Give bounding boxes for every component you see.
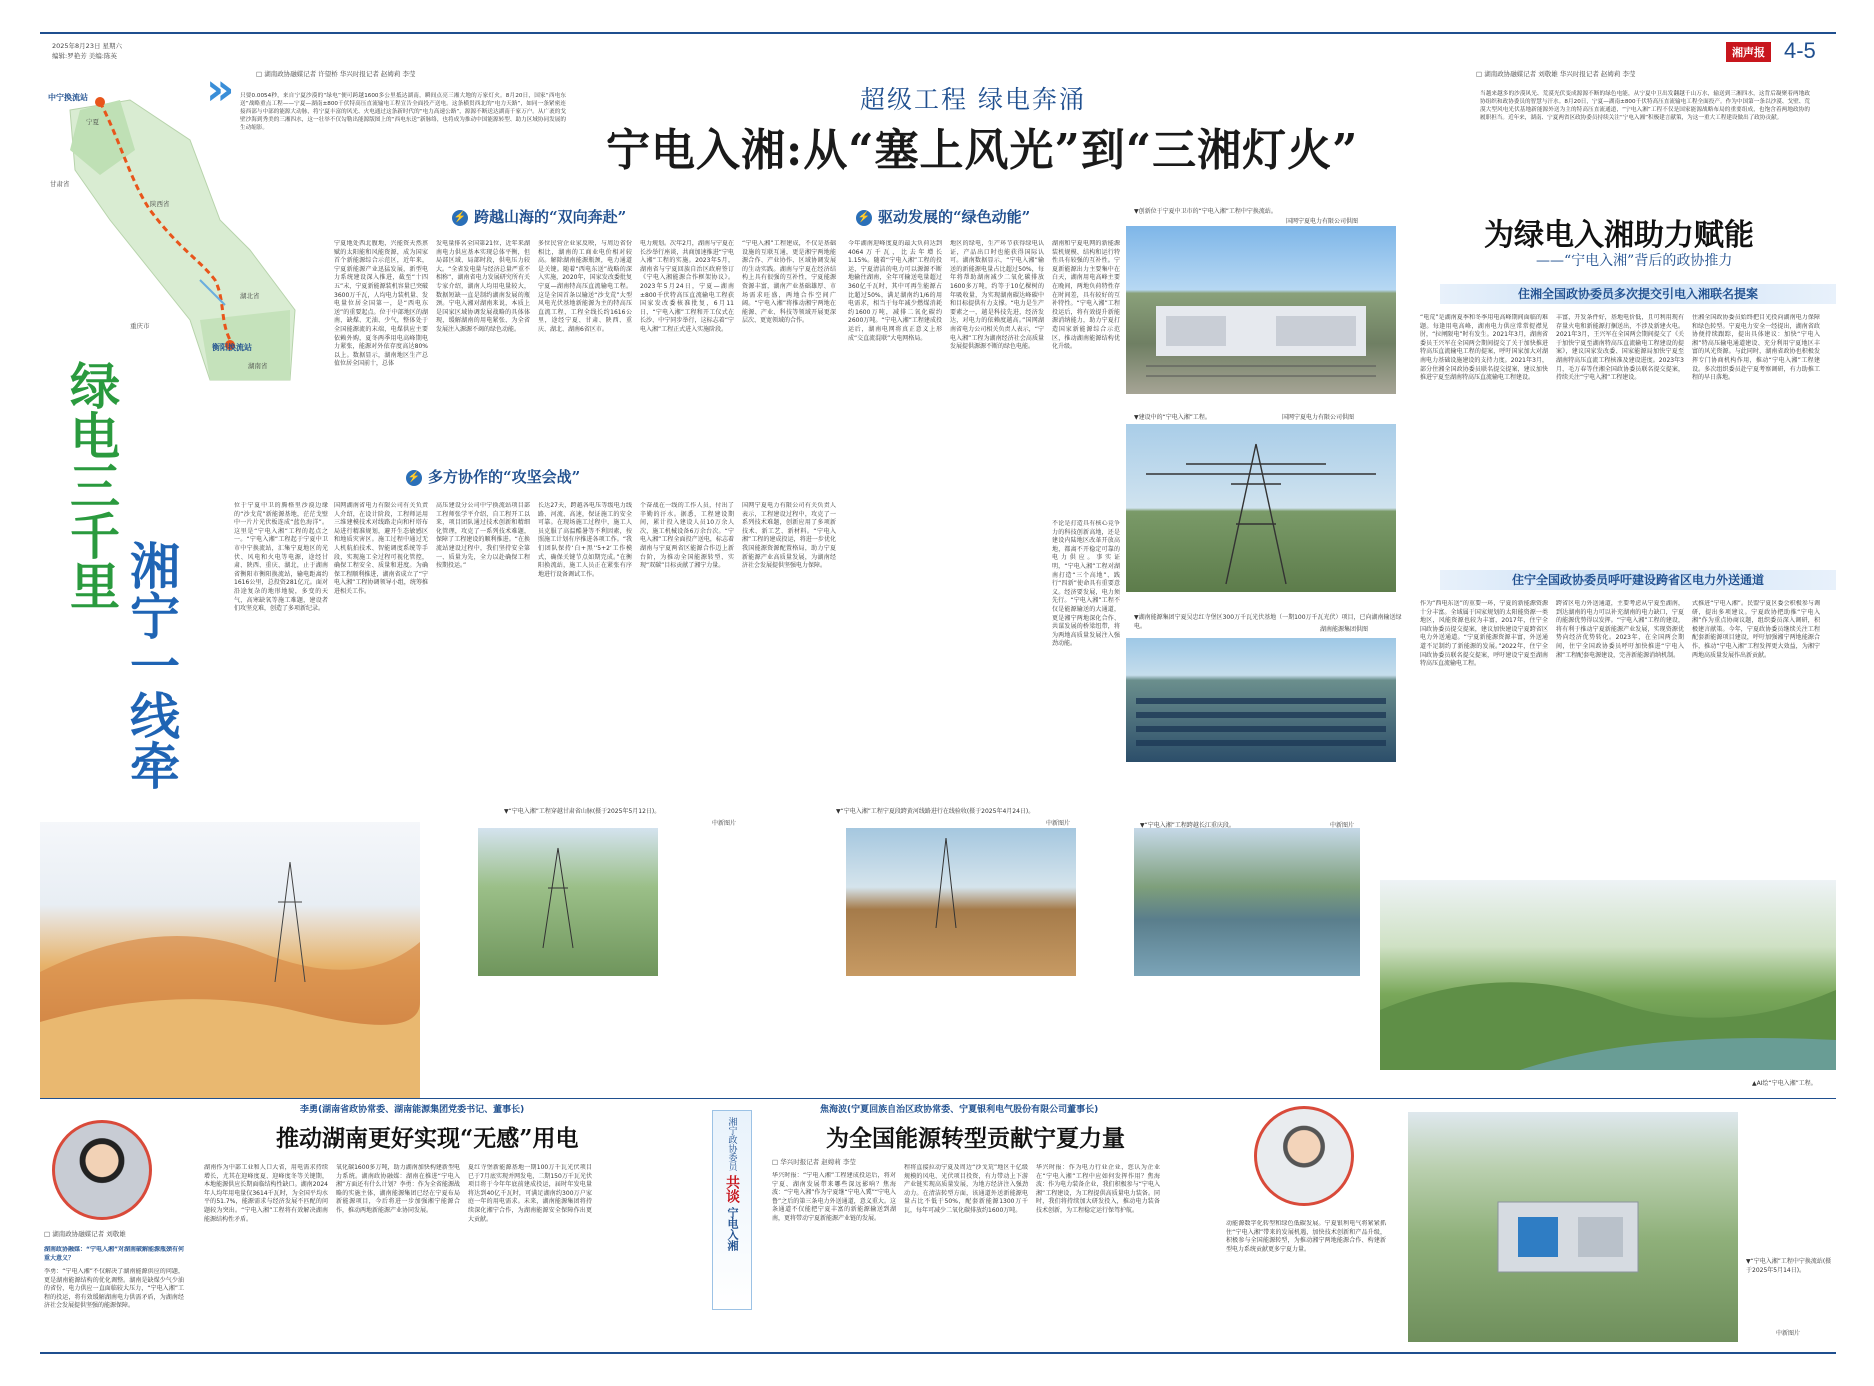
bar2-col3: 式推进“宁电入湘”。民盟宁夏区委会积极参与调研，提出多项建议。宁夏政协把助推“宁电入湘”作为重点协商议题，组织委员深入调研，积极建言献策。今年，宁夏政协委员继续关注工程配套新能源项目建设，呼吁加强湘宁两地能源合作，推动“宁电入湘”工程发挥更大效益，为湘宁两地高质量发展作出新贡献。 bbox=[1692, 600, 1820, 659]
route-map-svg bbox=[40, 80, 310, 390]
province-shaanxi: 陕西省 bbox=[150, 200, 170, 208]
right-photo-caption: ▼“宁电入湘”工程中宁换流站(摄于2025年5月14日)。 bbox=[1746, 1258, 1832, 1274]
s3-col1: 位于宁夏中卫的腾格里沙漠边缘的“沙戈荒”新能源基地，茫茫戈壁中一片片光伏板连成“蓝色海洋”。这里是“宁电入湘”工程的起点之一。“宁电入湘”工程起于宁夏中卫市中宁换流站，汇集宁夏地区的光伏、风电和火电等电源，途经甘肃、陕西、重庆、湖北，止于湖南省衡阳市衡阳换流站，输电距离约1616公里，总投资281亿元。面对沿途复杂的地形地貌，多变的天气，高寒缺氧等施工难题，建设者们攻坚克难，创造了多项新纪录。 bbox=[234, 502, 328, 613]
province-chongqing: 重庆市 bbox=[130, 322, 150, 330]
right-byline: □ 湖南政协融媒记者 刘敬雄 华兴时报记者 赵娉莉 李莹 bbox=[1476, 70, 1636, 78]
chevron-icon: » bbox=[206, 64, 235, 115]
left-col4: 夏红寺堡新能源基地一期100万千瓦光伏项目已于7月底实现并网发电，二期150万千瓦光伏项目将于今年年底前建成投运，届时年发电量将达到40亿千瓦时，可满足湖南约300万户家庭一年的用电需求。未来，湖南能源集团将持续深化湘宁合作，为湖南能源安全保障作出更大贡献。 bbox=[468, 1164, 592, 1223]
photo-yangtze bbox=[1134, 828, 1360, 976]
lightning-icon: ⚡ bbox=[406, 470, 422, 486]
station-aerial-drawing bbox=[1408, 1112, 1738, 1342]
s2-col2: 地区的绿电，生产环节获得绿电认证，产品出口时也能获得国际认可。湖南数据显示，“宁电入湘”输送的新能源电量占比超过50%，每年将帮助湖南减少二氧化碳排放1600多万吨，约等于10亿棵树的年吸收量，为实现湖南碳达峰碳中和目标提供有力支撑。“电力是生产要素之一，越是科技先进，经济发达，对电力的依赖度越高。”国网湖南省电力公司相关负责人表示，“宁电入湘”工程为湖南经济社会高质量发展提供源源不断的绿色电能。 bbox=[950, 240, 1044, 351]
section-3-title: 多方协作的“攻坚会战” bbox=[428, 468, 581, 486]
right-feature-title: 为绿电入湘助力赋能 bbox=[1484, 218, 1754, 253]
section-2-head bbox=[856, 206, 1030, 227]
photo-1-caption: ▼创新位于宁夏中卫市的“宁电入湘”工程中宁换流站。 bbox=[1134, 208, 1277, 215]
s1-col1: 宁夏地处西北腹地，兴能资天然禀赋的太阳能和风能资源，成为国家首个新能源综合示范区，近年来，宁夏新能源产业迅猛发展，新型电力系统建设深入推进，截至“十四五”末，宁夏新能源装机容量已突破3600万千瓦，人均电力装机量、发电量位居全国第一，是“西电东送”的重要起点。位于中部地区的湖南，缺煤、无油、少气，整体处于全国能源流的末端，电煤供应主要依赖外购，夏冬两季用电高峰期电力紧张，能源对外依存度高达80%以上。数据显示，湖南地区生产总值位居全国前十，总体 bbox=[334, 240, 428, 368]
photo-6-credit: 中新图片 bbox=[1330, 822, 1355, 829]
left-portrait bbox=[52, 1120, 152, 1220]
tower-drawing bbox=[1126, 424, 1396, 592]
right-byline-bottom-text: 华兴时报记者 赵娉莉 李莹 bbox=[780, 1158, 856, 1166]
hills-drawing bbox=[1380, 880, 1836, 1070]
ai-image-credit: ▲AI绘“宁电入湘”工程。 bbox=[1752, 1080, 1817, 1087]
landscape-desert bbox=[40, 822, 420, 1098]
mountain-tower-drawing bbox=[478, 828, 658, 976]
photo-2-credit: 国网宁夏电力有限公司供图 bbox=[1282, 414, 1355, 421]
solar-drawing bbox=[1126, 638, 1396, 762]
lightning-icon: ⚡ bbox=[452, 210, 468, 226]
lightning-icon: ⚡ bbox=[856, 210, 872, 226]
photo-1-credit: 国网宁夏电力有限公司供图 bbox=[1286, 218, 1359, 225]
photo-solar-farm bbox=[1126, 638, 1396, 762]
photo-3-caption: ▼湖南能源集团宁夏吴忠红寺堡区300万千瓦光伏基地（一期100万千瓦光伏）项目，已向湖南输送绿电。 bbox=[1134, 614, 1402, 630]
right-col4: 动能源数字化转型和绿色低碳发展。宁夏银利电气将紧紧抓住“宁电入湘”带来的发展机遇，加快技术创新和产品升级，积极参与全国能源转型，为推动湘宁两地能源合作、构建新型电力系统贡献更多宁夏力量。 bbox=[1226, 1220, 1386, 1253]
top-rule bbox=[40, 32, 1836, 34]
left-person-intro: 李勇(湖南省政协常委、湖南能源集团党委书记、董事长) bbox=[300, 1105, 525, 1115]
left-byline-text: 湖南政协融媒记者 许望桥 华兴时报记者 赵娉莉 李莹 bbox=[264, 70, 416, 78]
bar1-col3: 住湘全国政协委员始终把目光投向湖南电力保障和绿色转型。宁夏电力安全一经提出，湖南省政协便持续跟踪，提出具体建议：加快“宁电入湘”特高压输电通道建设、充分利用宁夏地区丰富的风光资源。与此同时，湖南省政协也积极发挥专门协商机构作用，推动“宁电入湘”工程建设。多次组织委员赴宁夏考察调研，有力助推工程的早日落地。 bbox=[1692, 314, 1820, 382]
river-drawing bbox=[846, 828, 1076, 976]
left-byline-bottom-text: 湖南政协融媒记者 刘敬雄 bbox=[52, 1230, 126, 1238]
left-bottom-title: 推动湖南更好实现“无感”用电 bbox=[276, 1125, 579, 1152]
s2-col1: 今年湖南迎峰度夏的最大负荷达到4064万千瓦，比去年增长1.15%。随着“宁电入湘”工程的投运，宁夏清洁的电力可以源源不断地输往湖南，全年可输送电量超过360亿千瓦时，其中可再生能源占比超过50%，满足湖南约1/6的用电需求，相当于每年减少燃煤消耗约1600万吨，减排二氧化碳约2600万吨。“宁电入湘”工程建成投运后，湖南电网将真正意义上形成“交直流混联”大电网格局。 bbox=[848, 240, 942, 342]
photo-4-caption: ▼“宁电入湘”工程穿越甘肃省山脉(摄于2025年5月12日)。 bbox=[504, 808, 661, 815]
right-byline-bottom: □ 华兴时报记者 赵娉莉 李莹 bbox=[772, 1158, 856, 1166]
right-intro: 当越来越多的沙漠风光、荒漠光伏变成源源不断的绿色电能，从宁夏中卫出发翻越千山万水，输送到三湘四水，这背后凝聚着两地政协组织和政协委员的智慧与汗水。8月20日，宁夏—湖南±800千伏特高压直流输电工程全面投产。作为中国第一条以沙漠、戈壁、荒漠大型风电光伏基地新能源外送为主的特高压直流通道，“宁电入湘”工程不仅是国家能源战略布局的重要组成，也饱含着两地政协的履职担当。近年来，湖南、宁夏两省区政协委员持续关注“宁电入湘”积极建言献策，为这一重大工程建设做出了政协贡献。 bbox=[1480, 91, 1810, 121]
photo-yellow-river bbox=[846, 828, 1076, 976]
bottom-station-label: 衡阳换流站 bbox=[212, 343, 252, 352]
right-person-intro: 焦海波(宁夏回族自治区政协常委、宁夏银利电气股份有限公司董事长) bbox=[820, 1105, 1099, 1115]
photo-5-credit: 中新图片 bbox=[1046, 820, 1071, 827]
bar1-col2: 丰富，开发条件好，基地电价低，且可利用现有存量火电和新能源打捆送出，不涉及新建火电。2021年3月，王兴军在全国两会期间提交了《关于加快宁夏至湖南特高压直流输电工程建设的提案》，建议国家发改委、国家能源局加快宁夏至湖南特高压直流工程核准及建设进度。2023年3月，毛万春等住湘全国政协委员联名提交提案，持续关注“宁电入湘”工程建设。 bbox=[1556, 314, 1684, 382]
desert-drawing bbox=[40, 822, 420, 1098]
right-bottom-title: 为全国能源转型贡献宁夏力量 bbox=[826, 1125, 1125, 1152]
s3-col5: 个奋战在一线的工作人员，付出了辛勤的汗水。据悉，工程建设期间，累计投入建设人员10万余人次，施工机械设备6万余台次。“宁电入湘”工程全面投产送电，标志着湖南与宁夏两省区能源合作迈上新台阶，为推动全国能源转型、实现“双碳”目标贡献了湘宁力量。 bbox=[640, 502, 734, 570]
s3-col3: 高压建设分公司中宁换流站项目部工程师张学平介绍，自工程开工以来，项目团队通过技术创新和精细化管理，攻克了一系列技术难题，保障了工程建设的顺利推进。“在换流站建设过程中，我们坚持安全第一、质量为先，全力以赴确保工程按期投运。” bbox=[436, 502, 530, 570]
s3-col4: 长达27天，跨越各电压等级电力线路、河流、高速，保证施工的安全可靠。在现场施工过程中，施工人员克服了高温酷暑等不利因素，按照施工计划有序推进各项工作。“我们团队保持‘白+黑’‘5+2’工作模式，确保关键节点如期完成。”在衡阳换流站，施工人员正在紧张有序地进行设备调试工作。 bbox=[538, 502, 632, 578]
headline-kicker: 超级工程 绿电奔涌 bbox=[860, 85, 1086, 114]
right-col2: 程将直接拉动宁夏及周边“沙戈荒”地区千亿级规模的风电、光伏项目投资，有力带动上下游产业链实现高质量发展，为地方经济注入强劲动力。在清洁转型方面，该通道外送新能源电量占比不低于50%，配套新能源1300万千瓦，每年可减少二氧化碳排放约1600万吨。 bbox=[904, 1164, 1028, 1214]
vertical-title-2: 湘宁一线牵 bbox=[122, 540, 181, 790]
province-gansu: 甘肃省 bbox=[50, 180, 70, 188]
s1-col2: 发电量排名全国第21位，近年来湖南电力供应基本实现总体平衡，但局部区域、局部时段，供电压力较大。“全省发电量与经济总量严重不相称”，湖南省电力发展研究所有关专家介绍，湖南人均用电量较大，数据短缺一直是制约湖南发展的瓶颈。宁电入湘对湖南来说，本质上是国家区域协调发展战略的具体体现，缓解湖南的用电紧张、为全省发展注入源源不竭的绿色动能。 bbox=[436, 240, 530, 333]
section-2-title: 驱动发展的“绿色动能” bbox=[878, 208, 1031, 226]
section-3-head bbox=[406, 466, 580, 487]
left-col1: 李勇：“宁电入湘”不仅解决了湖南能源供应的问题，更是湖南能源结构的优化调整。湖南是缺煤少气少油的省份，电力供应一直面临较大压力，“宁电入湘”工程的投运，将有效缓解湖南电力供需矛盾，为湖南经济社会发展提供坚强的能源保障。 bbox=[44, 1268, 184, 1310]
bar2-col1: 作为“西电东送”的重要一环，宁夏的新能源资源十分丰富。全域属于国家规划的太阳能资源一类地区，风能资源也较为丰富，2017年，住宁全国政协委员提交提案，建议加快建设宁夏跨省区电力外送通道。“宁夏新能源资源丰富，外送通道不足制约了新能源的发展。”2022年，住宁全国政协委员联名提交提案，呼吁建设宁夏至湖南特高压直流输电工程。 bbox=[1420, 600, 1548, 668]
left-byline: □ 湖南政协融媒记者 许望桥 华兴时报记者 赵娉莉 李莹 bbox=[256, 70, 416, 78]
right-feature-subtitle: ——“宁电入湘”背后的政协推力 bbox=[1536, 253, 1733, 269]
page-bottom-rule bbox=[40, 1352, 1836, 1354]
province-ningxia: 宁夏 bbox=[86, 118, 99, 126]
converter-station-drawing bbox=[1126, 226, 1396, 394]
bar2-col2: 跨省区电力外送通道，主要考虑从宁夏至湖南，到达湖南的电力可以补充湖南的电力缺口，宁夏的能源优势得以发挥。“宁电入湘”工程的建设，将有利于推动宁夏新能源产业发展，实现资源优势向经济优势转化。2023年，在全国两会期间，住宁全国政协委员呼吁加快推进“宁电入湘”工程配套电源建设，完善新能源消纳机制。 bbox=[1556, 600, 1684, 659]
left-question: 湖南政协融媒：“宁电入湘”对湖南破解能源瓶颈有何重大意义？ bbox=[44, 1246, 184, 1262]
s1-col3: 多位民营企业家反映，与周边省份相比，湖南的工商业电价相对较高。解除湖南能源瓶颈，电力通道是关键。随着“西电东送”战略的深入实施，2020年，国家发改委批复宁夏—湖南特高压直流输电工程。这是全国首条以输送“沙戈荒”大型风电光伏基地新能源为主的特高压直流工程，工程全线长约1616公里，途经宁夏、甘肃、陕西、重庆、湖北、湖南6省区市。 bbox=[538, 240, 632, 333]
photo-zhongning-station bbox=[1408, 1112, 1738, 1342]
middle-tag bbox=[712, 1110, 752, 1310]
page-numbers: 4-5 bbox=[1784, 38, 1816, 63]
paper-logo: 湘声报 bbox=[1726, 42, 1771, 62]
photo-mountain-towers bbox=[478, 828, 658, 976]
photo-2-caption: ▼建设中的“宁电入湘”工程。 bbox=[1134, 414, 1211, 421]
s3-col2: 国网湖南省电力有限公司有关负责人介绍，在设计阶段，工程师运用三维建模技术对线路走向和杆塔布局进行精准规划，避开生态敏感区和地质灾害区。施工过程中通过无人机航拍技术、智能调度系统等手段，实现施工全过程可视化管控，确保工程安全、质量和进度。为确保工程顺利推进，湖南省成立了“宁电入湘”工程协调领导小组，统筹推进相关工作。 bbox=[334, 502, 428, 595]
left-col3: 氧化碳1600多万吨，助力湖南加快构建新型电力系统。湖南政协融媒：湖南在推进“宁电入湘”方面还有什么计划？李勇：作为全省能源战略的实施主体，湖南能源集团已经在宁夏布局新能源项目，今后将进一步加强湘宁能源合作，推动两地新能源产业协同发展。 bbox=[336, 1164, 460, 1214]
landscape-green-hills bbox=[1380, 880, 1836, 1070]
right-bar-2: 住宁全国政协委员呼吁建设跨省区电力外送通道 bbox=[1440, 570, 1836, 590]
middle-tag-top: 湘宁政协委员 bbox=[726, 1117, 737, 1171]
right-photo-credit: 中新图片 bbox=[1776, 1330, 1801, 1337]
middle-tag-bottom: 宁电入湘 bbox=[726, 1207, 739, 1251]
right-bar-1: 住湘全国政协委员多次提交引电入湘联名提案 bbox=[1440, 284, 1836, 304]
vertical-title-1: 绿电三千里 bbox=[62, 360, 121, 610]
photo-6-caption: ▼“宁电入湘”工程跨越长江重庆段。 bbox=[1140, 822, 1235, 829]
editor-line: 编辑:罗艳芳 美编:陈英 bbox=[52, 52, 117, 60]
right-portrait bbox=[1254, 1106, 1354, 1206]
s2-col5: 不论是打造具有核心竞争力的科技创新高地，还是建设内陆地区改革开放高地，都离不开稳定可靠的电力供应。事实证明，“宁电入湘”工程对湖南打造“三个高地”、践行“四新”使命具有重要意义。经济要发展，电力须先行。“宁电入湘”工程不仅是能源输送的大通道，更是湘宁两地深化合作、共谋发展的桥梁纽带，将为两地高质量发展注入强劲动能。 bbox=[1052, 520, 1120, 648]
bar1-col1: “电荒”是湖南夏季和冬季用电高峰期间面临的难题。每逢用电高峰，湖南电力供应常常捉襟见肘，“拉闸限电”时有发生。2021年3月，湖南省委员王兴军在全国两会期间提交了关于加快推进特高压直流输电工程的提案，呼吁国家加大对湖南电力基础设施建设的支持力度。2021年3月，部分住湘全国政协委员联名提交提案，建议加快推进宁夏至湖南特高压直流输电工程建设。 bbox=[1420, 314, 1548, 382]
bottom-divider bbox=[40, 1098, 1836, 1099]
photo-4-credit: 中新图片 bbox=[712, 820, 737, 827]
right-col3: 华兴时报：作为电力行业企业，您认为企业在“宁电入湘”工程中应如何发挥作用？焦海波：作为电力装备企业，我们积极参与“宁电入湘”工程建设，为工程提供高质量电力装备。同时，我们将持续加大研发投入，推动电力装备技术创新，为工程稳定运行保驾护航。 bbox=[1036, 1164, 1160, 1214]
left-col2: 湖南作为中部工业和人口大省，用电需求持续增长，尤其在迎峰度夏、迎峰度冬等关键期，本地能源供应长期面临结构性缺口。湖南2024年人均年用电量仅3614千瓦时，为全国平均水平的51.7%，能源需求与经济发展不匹配的问题较为突出。“宁电入湘”工程将有效解决湖南能源结构性矛盾。 bbox=[204, 1164, 328, 1223]
photo-3-credit: 湖南能源集团供图 bbox=[1320, 626, 1369, 633]
photo-5-caption: ▼“宁电入湘”工程宁夏段跨黄河线路进行在线验收(摄于2025年4月24日)。 bbox=[836, 808, 1035, 815]
photo-converter-station bbox=[1126, 226, 1396, 394]
middle-tag-mid: 共谈 bbox=[724, 1175, 740, 1203]
s2-col4: 湖南和宁夏电网的新能源装机规模、结构和运行特性具有较强的互补性。宁夏新能源出力主要集中在白天，湖南用电高峰主要在晚间，两地负荷特性存在时间差，具有较好的互补特性。“宁电入湘”工程投运后，将有效提升新能源消纳能力，助力宁夏打造国家新能源综合示范区，推动湖南能源结构优化升级。 bbox=[1052, 240, 1120, 351]
s1-col4: 电力规划。次年2月，湖南与宁夏在长沙举行座谈，共商加速推进“宁电入湘”工程的实施。2023年5月，湖南省与宁夏回族自治区政府签订《宁电入湘能源合作框架协议》。2023年5月24日，宁夏—湖南±800千伏特高压直流输电工程获国家发改委核准批复，6月11日，“宁电入湘”工程和开工仪式在长沙、中宁同步举行，这标志着“宁电入湘”工程正式进入实施阶段。 bbox=[640, 240, 734, 333]
s3-col6: 国网宁夏电力有限公司有关负责人表示，工程建设过程中，攻克了一系列技术难题，创新应用了多项新技术、新工艺、新材料。“宁电入湘”工程的建成投运，将进一步优化我国能源资源配置格局，助力宁夏新能源产业高质量发展，为湖南经济社会发展提供坚强电力保障。 bbox=[742, 502, 836, 570]
section-1-title: 跨越山海的“双向奔赴” bbox=[474, 208, 627, 226]
province-hubei: 湖北省 bbox=[240, 292, 260, 300]
intro-paragraph: 只要0.0054秒，来自宁夏沙漠的“绿电”便可跨越1600多公里抵达湖南，瞬间点亮三湘大地的万家灯火。8月20日，国家“西电东送”战略重点工程——宁夏—湖南±800千伏特高压直流输电工程宣告全面投产送电。这条横贯西北的“电力天路”，如同一条紧密连接西部与中部的能源大动脉，将宁夏丰富的风光、火电通过这条新时代的“电力高速公路”，源源不断送达湖南千家万户。从广袤的戈壁沙海到秀美的三湘四水，这一壮举不仅勾勒出能源版图上的“西电东送”新脉络，也将成为推动中国能源转型、助力区域协同发展的生动缩影。 bbox=[240, 93, 566, 131]
headline-main: 宁电入湘:从“塞上风光”到“三湘灯火” bbox=[606, 125, 1359, 176]
date-line: 2025年8月23日 星期六 bbox=[52, 42, 123, 50]
right-byline-text: 湖南政协融媒记者 刘敬雄 华兴时报记者 赵娉莉 李莹 bbox=[1484, 70, 1636, 78]
right-col1: 华兴时报：“宁电入湘”工程建成投运后，将对宁夏、湖南发展带来哪些深远影响？焦海波：“宁电入湘”作为宁夏继“宁电入冀”“宁电入鲁”之后的第三条电力外送通道，意义重大。这条通道不仅能把宁夏丰富的新能源输送到湖南，更将带动宁夏新能源产业链的发展。 bbox=[772, 1172, 896, 1222]
s2-col3: “宁电入湘”工程建成，不仅是基础设施的互联互通，更是湘宁两地能源合作、产业协作、区域协调发展的生动实践。湖南与宁夏在经济结构上具有很强的互补性，宁夏能源资源丰富，湖南产业基础雄厚、市场需求旺盛，两地合作空间广阔。“宁电入湘”将推动湘宁两地在能源、产业、科技等领域开展更深层次、更宽领域的合作。 bbox=[742, 240, 836, 325]
section-1-head bbox=[452, 206, 626, 227]
left-byline-bottom: □ 湖南政协融媒记者 刘敬雄 bbox=[44, 1230, 126, 1238]
photo-tower-construction bbox=[1126, 424, 1396, 592]
top-station-label: 中宁换流站 bbox=[48, 93, 88, 102]
map-background bbox=[40, 80, 310, 390]
province-hunan: 湖南省 bbox=[248, 362, 268, 370]
